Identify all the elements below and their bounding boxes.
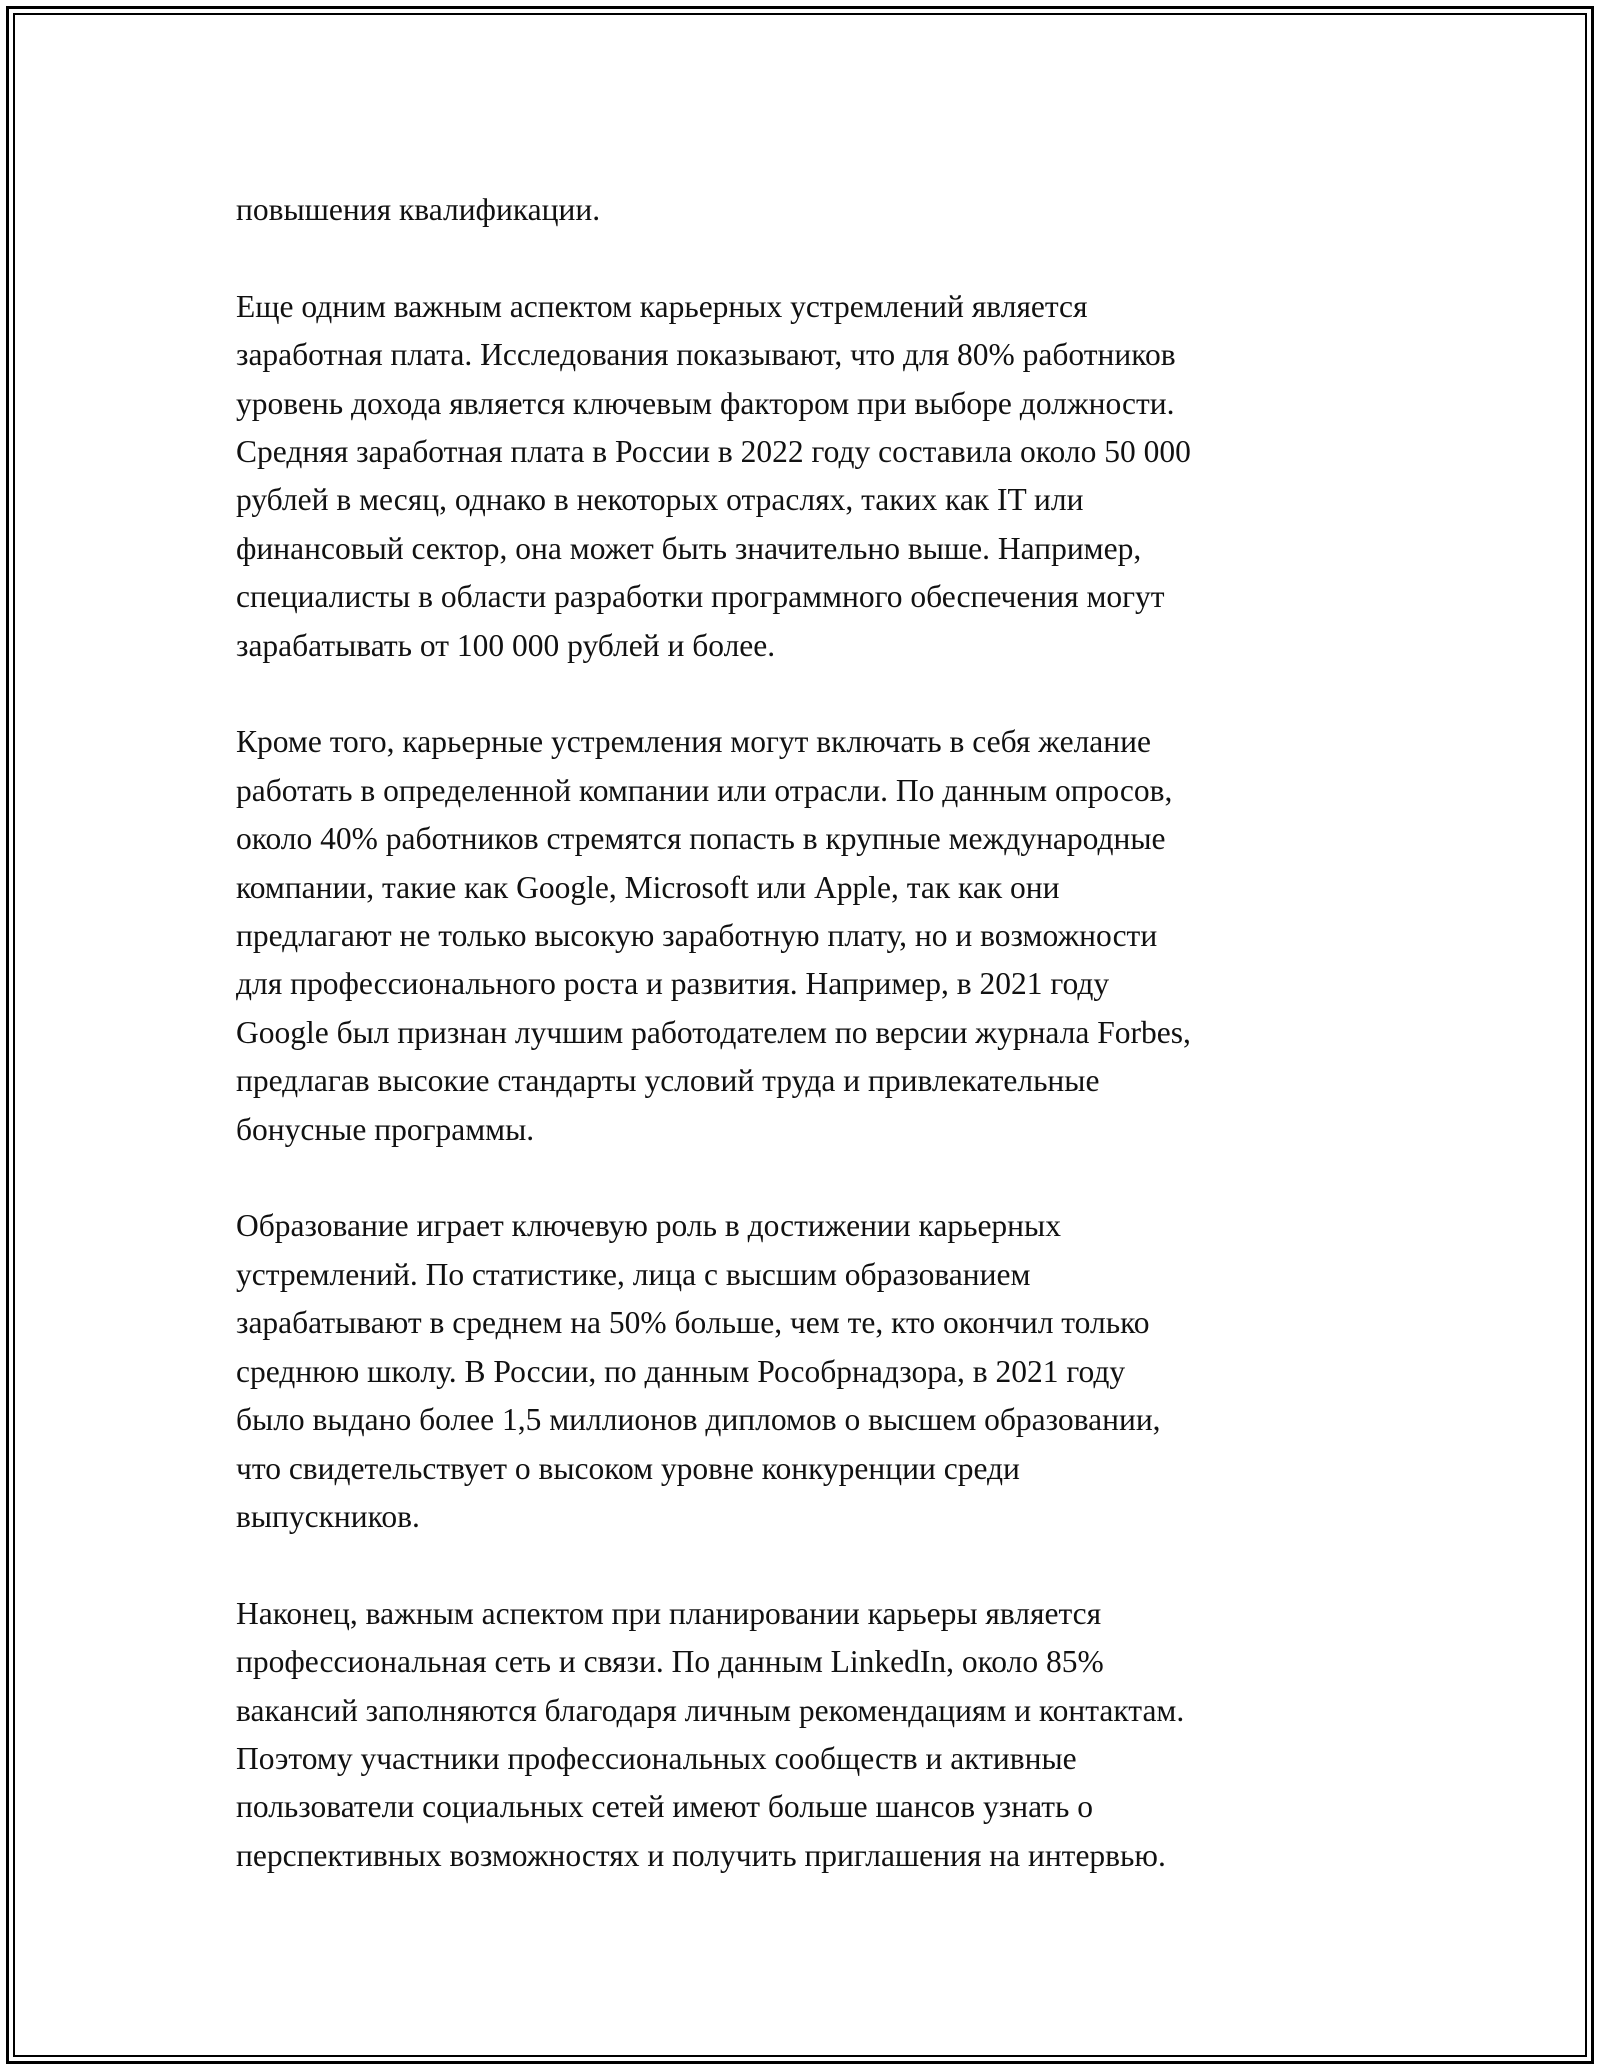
text-line: компании, такие как Google, Microsoft или Apple, так как они <box>236 869 1060 905</box>
text-line: около 40% работников стремятся попасть в крупные международные <box>236 821 1166 857</box>
text-line: перспективных возможностях и получить приглашения на интервью. <box>236 1837 1166 1873</box>
text-line: Образование играет ключевую роль в достижении карьерных <box>236 1208 1061 1244</box>
text-line: уровень дохода является ключевым фактором при выборе должности. <box>236 385 1175 421</box>
text-line: финансовый сектор, она может быть значительно выше. Например, <box>236 530 1142 566</box>
text-line: повышения квалификации. <box>236 192 601 227</box>
document-body <box>236 186 1366 1880</box>
text-line: устремлений. По статистике, лица с высшим образованием <box>236 1256 1031 1292</box>
text-line: было выдано более 1,5 миллионов дипломов о высшем образовании, <box>236 1402 1161 1438</box>
text-line: профессиональная сеть и связи. По данным LinkedIn, около 85% <box>236 1644 1104 1680</box>
text-line: что свидетельствует о высоком уровне конкуренции среди <box>236 1450 1020 1486</box>
text-line: Средняя заработная плата в России в 2022 году составила около 50 000 <box>236 434 1191 470</box>
text-line: предлагают не только высокую заработную плату, но и возможности <box>236 918 1158 954</box>
text-line: для профессионального роста и развития. Например, в 2021 году <box>236 966 1110 1002</box>
text-line: пользователи социальных сетей имеют больше шансов узнать о <box>236 1789 1094 1825</box>
text-line: вакансий заполняются благодаря личным рекомендациям и контактам. <box>236 1692 1185 1728</box>
text-line: Наконец, важным аспектом при планировании карьеры является <box>236 1595 1102 1631</box>
paragraph-education <box>236 1202 1366 1541</box>
text-line: зарабатывают в среднем на 50% больше, чем те, кто окончил только <box>236 1305 1150 1341</box>
paragraph-salary <box>236 283 1366 670</box>
text-line: работать в определенной компании или отрасли. По данным опросов, <box>236 772 1173 808</box>
text-line: среднюю школу. В России, по данным Рособрнадзора, в 2021 году <box>236 1353 1126 1389</box>
text-line: Кроме того, карьерные устремления могут включать в себя желание <box>236 724 1151 760</box>
text-line: специалисты в области разработки программного обеспечения могут <box>236 579 1165 615</box>
paragraph-companies <box>236 718 1366 1154</box>
text-line: выпускников. <box>236 1498 420 1534</box>
text-line: заработная плата. Исследования показывают, что для 80% работников <box>236 337 1176 373</box>
text-line: зарабатывать от 100 000 рублей и более. <box>236 627 776 663</box>
text-line: Поэтому участники профессиональных сообществ и активные <box>236 1740 1077 1776</box>
text-line: предлагав высокие стандарты условий труда и привлекательные <box>236 1063 1100 1099</box>
text-line: бонусные программы. <box>236 1111 535 1147</box>
text-line: рублей в месяц, однако в некоторых отраслях, таких как IT или <box>236 482 1084 518</box>
text-line: Еще одним важным аспектом карьерных устремлений является <box>236 288 1088 324</box>
text-line: Google был признан лучшим работодателем по версии журнала Forbes, <box>236 1014 1191 1050</box>
paragraph-networking <box>236 1590 1366 1880</box>
paragraph-continuation <box>236 186 1366 234</box>
